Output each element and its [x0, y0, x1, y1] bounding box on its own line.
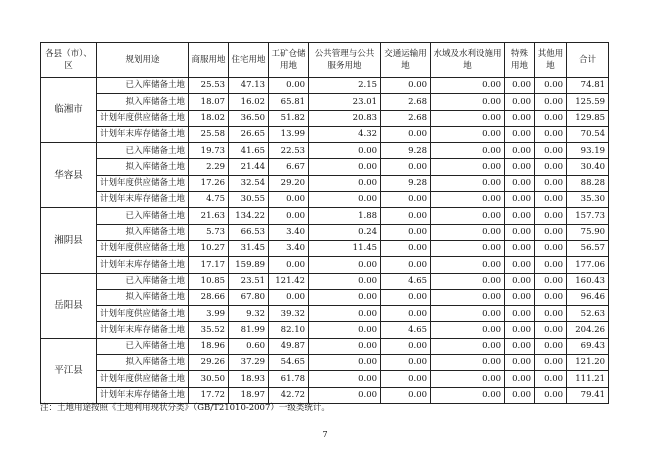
table-row: [41, 355, 609, 371]
area-value-cell: 0.00: [505, 126, 535, 142]
area-value-cell: 0.00: [431, 175, 505, 191]
area-value-cell: 0.00: [431, 208, 505, 224]
area-value-cell: 18.07: [189, 94, 229, 110]
planned-use-cell: 计划年末库存储备土地: [97, 322, 189, 338]
area-value-cell: 0.00: [535, 273, 567, 289]
area-value-cell: 0.00: [431, 224, 505, 240]
area-value-cell: 0.00: [381, 78, 431, 94]
area-value-cell: 0.00: [535, 240, 567, 256]
area-value-cell: 0.00: [431, 306, 505, 322]
area-value-cell: 10.27: [189, 240, 229, 256]
area-value-cell: 30.50: [189, 371, 229, 387]
table-row: [41, 224, 609, 240]
planned-use-cell: 计划年度供应储备土地: [97, 110, 189, 126]
area-value-cell: 0.00: [309, 143, 381, 159]
area-value-cell: 0.00: [309, 273, 381, 289]
total-cell: 52.63: [567, 306, 609, 322]
total-cell: 70.54: [567, 126, 609, 142]
area-value-cell: 21.44: [229, 159, 269, 175]
table-row: [41, 175, 609, 191]
area-value-cell: 0.00: [505, 192, 535, 208]
area-value-cell: 54.65: [269, 355, 309, 371]
planned-use-cell: 计划年度供应储备土地: [97, 371, 189, 387]
area-value-cell: 66.53: [229, 224, 269, 240]
header-industrial: 工矿仓储用地: [269, 43, 309, 78]
area-value-cell: 0.00: [381, 208, 431, 224]
area-value-cell: 0.00: [535, 192, 567, 208]
total-cell: 93.19: [567, 143, 609, 159]
area-value-cell: 51.82: [269, 110, 309, 126]
area-value-cell: 61.78: [269, 371, 309, 387]
area-value-cell: 0.00: [505, 306, 535, 322]
area-value-cell: 0.00: [535, 126, 567, 142]
area-value-cell: 47.13: [229, 78, 269, 94]
area-value-cell: 0.00: [535, 338, 567, 354]
area-value-cell: 65.81: [269, 94, 309, 110]
table-row: [41, 110, 609, 126]
area-value-cell: 32.54: [229, 175, 269, 191]
county-name: 岳阳县: [41, 273, 97, 338]
area-value-cell: 22.53: [269, 143, 309, 159]
table-row: [41, 273, 609, 289]
area-value-cell: 37.29: [229, 355, 269, 371]
area-value-cell: 121.42: [269, 273, 309, 289]
area-value-cell: 29.26: [189, 355, 229, 371]
area-value-cell: 17.26: [189, 175, 229, 191]
area-value-cell: 0.00: [505, 273, 535, 289]
table-row: [41, 371, 609, 387]
header-other: 其他用地: [535, 43, 567, 78]
total-cell: 121.20: [567, 355, 609, 371]
area-value-cell: 0.00: [269, 78, 309, 94]
area-value-cell: 10.85: [189, 273, 229, 289]
area-value-cell: 21.63: [189, 208, 229, 224]
area-value-cell: 0.00: [535, 371, 567, 387]
area-value-cell: 0.00: [269, 208, 309, 224]
area-value-cell: 9.32: [229, 306, 269, 322]
area-value-cell: 18.93: [229, 371, 269, 387]
area-value-cell: 1.88: [309, 208, 381, 224]
area-value-cell: 0.00: [431, 289, 505, 305]
area-value-cell: 0.00: [431, 78, 505, 94]
area-value-cell: 0.00: [535, 208, 567, 224]
area-value-cell: 0.00: [381, 224, 431, 240]
area-value-cell: 0.00: [431, 387, 505, 403]
area-value-cell: 42.72: [269, 387, 309, 403]
area-value-cell: 0.00: [535, 224, 567, 240]
area-value-cell: 0.00: [505, 257, 535, 273]
area-value-cell: 0.00: [505, 94, 535, 110]
total-cell: 204.26: [567, 322, 609, 338]
total-cell: 30.40: [567, 159, 609, 175]
county-name: 临湘市: [41, 78, 97, 143]
area-value-cell: 3.40: [269, 224, 309, 240]
area-value-cell: 0.00: [431, 257, 505, 273]
total-cell: 177.06: [567, 257, 609, 273]
total-cell: 69.43: [567, 338, 609, 354]
area-value-cell: 82.10: [269, 322, 309, 338]
area-value-cell: 0.00: [505, 110, 535, 126]
area-value-cell: 9.28: [381, 175, 431, 191]
area-value-cell: 18.02: [189, 110, 229, 126]
area-value-cell: 9.28: [381, 143, 431, 159]
total-cell: 125.59: [567, 94, 609, 110]
area-value-cell: 11.45: [309, 240, 381, 256]
table-body: [41, 78, 609, 404]
area-value-cell: 25.58: [189, 126, 229, 142]
header-public-service: 公共管理与公共服务用地: [309, 43, 381, 78]
area-value-cell: 0.00: [381, 289, 431, 305]
area-value-cell: 19.73: [189, 143, 229, 159]
area-value-cell: 0.00: [505, 208, 535, 224]
area-value-cell: 0.00: [381, 387, 431, 403]
area-value-cell: 0.00: [505, 224, 535, 240]
area-value-cell: 26.65: [229, 126, 269, 142]
area-value-cell: 0.00: [309, 322, 381, 338]
area-value-cell: 0.00: [431, 192, 505, 208]
table-row: [41, 126, 609, 142]
area-value-cell: 0.00: [431, 240, 505, 256]
area-value-cell: 17.17: [189, 257, 229, 273]
total-cell: 74.81: [567, 78, 609, 94]
area-value-cell: 0.00: [309, 289, 381, 305]
area-value-cell: 0.00: [381, 355, 431, 371]
area-value-cell: 0.00: [505, 338, 535, 354]
area-value-cell: 67.80: [229, 289, 269, 305]
area-value-cell: 0.00: [381, 240, 431, 256]
header-special: 特殊用地: [505, 43, 535, 78]
total-cell: 35.30: [567, 192, 609, 208]
total-cell: 56.57: [567, 240, 609, 256]
area-value-cell: 159.89: [229, 257, 269, 273]
planned-use-cell: 已入库储备土地: [97, 273, 189, 289]
area-value-cell: 0.00: [505, 355, 535, 371]
area-value-cell: 0.00: [535, 175, 567, 191]
area-value-cell: 2.29: [189, 159, 229, 175]
planned-use-cell: 拟入库储备土地: [97, 289, 189, 305]
planned-use-cell: 计划年末库存储备土地: [97, 387, 189, 403]
area-value-cell: 0.00: [381, 338, 431, 354]
area-value-cell: 0.00: [431, 143, 505, 159]
area-value-cell: 81.99: [229, 322, 269, 338]
area-value-cell: 39.32: [269, 306, 309, 322]
area-value-cell: 4.65: [381, 273, 431, 289]
area-value-cell: 0.00: [505, 175, 535, 191]
area-value-cell: 0.00: [535, 257, 567, 273]
area-value-cell: 0.00: [309, 338, 381, 354]
area-value-cell: 25.53: [189, 78, 229, 94]
table-row: [41, 208, 609, 224]
area-value-cell: 0.00: [309, 159, 381, 175]
area-value-cell: 36.50: [229, 110, 269, 126]
planned-use-cell: 计划年度供应储备土地: [97, 175, 189, 191]
table-row: [41, 159, 609, 175]
area-value-cell: 2.15: [309, 78, 381, 94]
planned-use-cell: 已入库储备土地: [97, 143, 189, 159]
area-value-cell: 0.00: [381, 257, 431, 273]
area-value-cell: 2.68: [381, 94, 431, 110]
table-row: [41, 306, 609, 322]
total-cell: 129.85: [567, 110, 609, 126]
header-residential: 住宅用地: [229, 43, 269, 78]
area-value-cell: 6.67: [269, 159, 309, 175]
area-value-cell: 49.87: [269, 338, 309, 354]
total-cell: 79.41: [567, 387, 609, 403]
area-value-cell: 0.00: [535, 355, 567, 371]
area-value-cell: 23.01: [309, 94, 381, 110]
area-value-cell: 0.00: [535, 322, 567, 338]
table-row: [41, 338, 609, 354]
header-county: 各县（市）、区: [41, 43, 97, 78]
area-value-cell: 0.00: [381, 126, 431, 142]
county-name: 平江县: [41, 338, 97, 403]
county-name: 华容县: [41, 143, 97, 208]
area-value-cell: 0.00: [431, 322, 505, 338]
area-value-cell: 4.75: [189, 192, 229, 208]
planned-use-cell: 计划年末库存储备土地: [97, 192, 189, 208]
land-reserve-table: [40, 42, 609, 404]
area-value-cell: 0.00: [505, 371, 535, 387]
area-value-cell: 0.00: [535, 110, 567, 126]
area-value-cell: 0.00: [431, 355, 505, 371]
area-value-cell: 0.00: [381, 371, 431, 387]
area-value-cell: 0.00: [431, 159, 505, 175]
table-row: [41, 192, 609, 208]
total-cell: 111.21: [567, 371, 609, 387]
table-row: [41, 94, 609, 110]
area-value-cell: 0.60: [229, 338, 269, 354]
area-value-cell: 0.00: [431, 338, 505, 354]
header-water: 水域及水利设施用地: [431, 43, 505, 78]
area-value-cell: 0.00: [505, 240, 535, 256]
planned-use-cell: 拟入库储备土地: [97, 224, 189, 240]
area-value-cell: 0.00: [431, 126, 505, 142]
area-value-cell: 31.45: [229, 240, 269, 256]
area-value-cell: 4.65: [381, 322, 431, 338]
area-value-cell: 0.00: [309, 175, 381, 191]
area-value-cell: 0.00: [505, 289, 535, 305]
table-footnote: 注：土地用途按照《土地利用现状分类》（GB/T21010-2007）一级类统计。: [40, 403, 330, 413]
total-cell: 160.43: [567, 273, 609, 289]
area-value-cell: 0.00: [309, 371, 381, 387]
planned-use-cell: 计划年末库存储备土地: [97, 257, 189, 273]
table-row: [41, 143, 609, 159]
planned-use-cell: 已入库储备土地: [97, 338, 189, 354]
area-value-cell: 20.83: [309, 110, 381, 126]
area-value-cell: 0.00: [535, 143, 567, 159]
header-row: [41, 43, 609, 78]
area-value-cell: 35.52: [189, 322, 229, 338]
area-value-cell: 0.00: [505, 322, 535, 338]
area-value-cell: 0.00: [535, 94, 567, 110]
area-value-cell: 0.24: [309, 224, 381, 240]
area-value-cell: 0.00: [309, 257, 381, 273]
area-value-cell: 0.00: [269, 192, 309, 208]
table-row: [41, 78, 609, 94]
area-value-cell: 0.00: [381, 159, 431, 175]
area-value-cell: 23.51: [229, 273, 269, 289]
page-number: 7: [322, 430, 328, 439]
area-value-cell: 0.00: [535, 159, 567, 175]
total-cell: 88.28: [567, 175, 609, 191]
area-value-cell: 29.20: [269, 175, 309, 191]
area-value-cell: 0.00: [535, 306, 567, 322]
planned-use-cell: 计划年度供应储备土地: [97, 306, 189, 322]
area-value-cell: 0.00: [381, 306, 431, 322]
area-value-cell: 0.00: [535, 78, 567, 94]
header-total: 合计: [567, 43, 609, 78]
total-cell: 157.73: [567, 208, 609, 224]
area-value-cell: 0.00: [431, 371, 505, 387]
planned-use-cell: 计划年度供应储备土地: [97, 240, 189, 256]
planned-use-cell: 拟入库储备土地: [97, 159, 189, 175]
county-name: 湘阴县: [41, 208, 97, 273]
area-value-cell: 18.97: [229, 387, 269, 403]
table-row: [41, 240, 609, 256]
area-value-cell: 0.00: [309, 306, 381, 322]
area-value-cell: 0.00: [431, 273, 505, 289]
header-purpose: 规划用途: [97, 43, 189, 78]
planned-use-cell: 拟入库储备土地: [97, 355, 189, 371]
planned-use-cell: 拟入库储备土地: [97, 94, 189, 110]
area-value-cell: 0.00: [505, 143, 535, 159]
area-value-cell: 18.96: [189, 338, 229, 354]
area-value-cell: 0.00: [269, 257, 309, 273]
area-value-cell: 134.22: [229, 208, 269, 224]
area-value-cell: 41.65: [229, 143, 269, 159]
area-value-cell: 0.00: [505, 78, 535, 94]
area-value-cell: 0.00: [309, 355, 381, 371]
area-value-cell: 0.00: [431, 110, 505, 126]
area-value-cell: 2.68: [381, 110, 431, 126]
total-cell: 75.90: [567, 224, 609, 240]
header-commercial: 商服用地: [189, 43, 229, 78]
table-row: [41, 289, 609, 305]
area-value-cell: 17.72: [189, 387, 229, 403]
area-value-cell: 0.00: [535, 387, 567, 403]
planned-use-cell: 已入库储备土地: [97, 78, 189, 94]
area-value-cell: 0.00: [505, 159, 535, 175]
planned-use-cell: 计划年末库存储备土地: [97, 126, 189, 142]
area-value-cell: 5.73: [189, 224, 229, 240]
table-row: [41, 257, 609, 273]
planned-use-cell: 已入库储备土地: [97, 208, 189, 224]
area-value-cell: 3.99: [189, 306, 229, 322]
header-transport: 交通运输用地: [381, 43, 431, 78]
area-value-cell: 13.99: [269, 126, 309, 142]
area-value-cell: 0.00: [431, 94, 505, 110]
area-value-cell: 28.66: [189, 289, 229, 305]
area-value-cell: 3.40: [269, 240, 309, 256]
area-value-cell: 0.00: [309, 387, 381, 403]
area-value-cell: 0.00: [381, 192, 431, 208]
area-value-cell: 0.00: [535, 289, 567, 305]
area-value-cell: 16.02: [229, 94, 269, 110]
area-value-cell: 30.55: [229, 192, 269, 208]
area-value-cell: 0.00: [269, 289, 309, 305]
area-value-cell: 0.00: [309, 192, 381, 208]
total-cell: 96.46: [567, 289, 609, 305]
area-value-cell: 0.00: [505, 387, 535, 403]
area-value-cell: 4.32: [309, 126, 381, 142]
table-row: [41, 322, 609, 338]
